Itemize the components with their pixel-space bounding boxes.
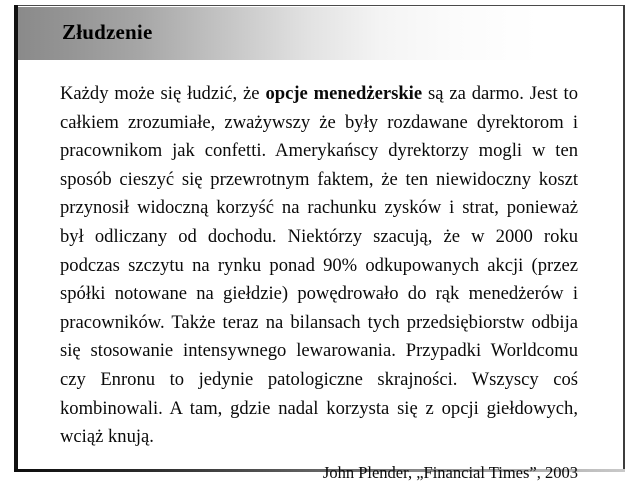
attribution-line: John Plender, „Financial Times”, 2003 — [322, 462, 578, 482]
body-paragraph: Każdy może się łudzić, że opcje menedżerskie są za darmo. Jest to całkiem zrozumiałe, zważywszy że były rozdawane dyrektorom i pracownikom jak confetti. Amerykańscy dyrektorzy mogli w ten sposób cieszyć się przewrotnym faktem, że ten niewidoczny koszt przynosił widoczną korzyść na rachunku zysków i strat, ponieważ był odliczany od dochodu. Niektórzy szacują, że w 2000 roku podczas szczytu na rynku ponad 90% odkupowanych akcji (przez spółki notowane na giełdzie) powędrowało do rąk menedżerów i pracowników. Także teraz na bilansach tych przedsiębiorstw odbija się stosowanie intensywnego lewarowania. Przypadki Worldcomu czy Enronu to jedynie patologiczne skrajności. Wszyscy coś kombinowali. A tam, gdzie nadal korzysta się z opcji giełdowych, wciąż knują. — [60, 83, 578, 448]
emphasised-phrase: opcje menedżerskie — [265, 83, 423, 104]
left-border-rule — [14, 5, 18, 472]
callout-title: Złudzenie — [62, 20, 153, 44]
right-border-rule — [623, 5, 625, 472]
top-border-rule — [14, 5, 625, 6]
callout-body — [60, 80, 578, 482]
